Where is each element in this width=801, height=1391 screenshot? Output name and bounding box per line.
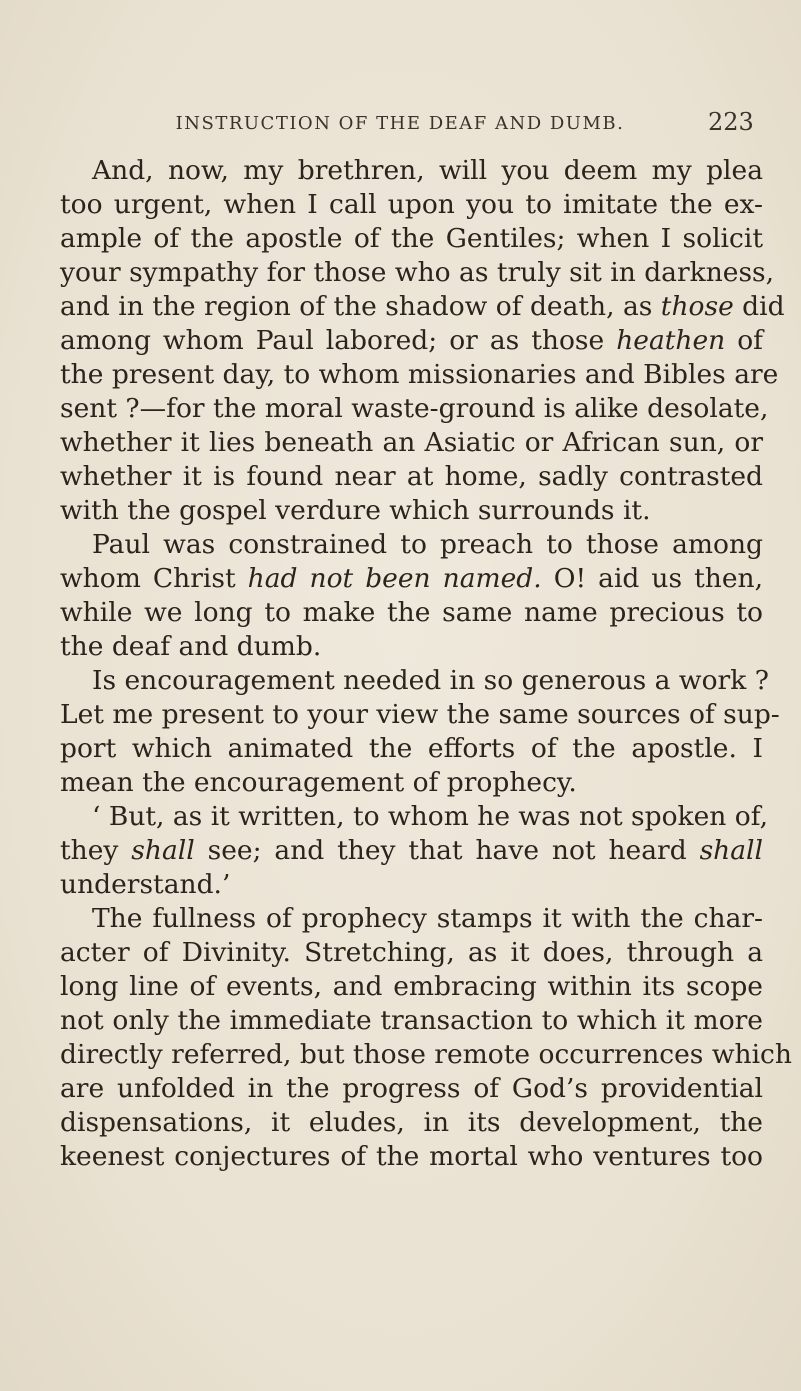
line-text: while we long to make the same name precious to (60, 597, 763, 628)
text-line-30 (60, 1141, 763, 1172)
text-line-18 (60, 733, 763, 764)
line-text: The fullness of prophecy stamps it with the char- (92, 903, 763, 934)
line-text: Is encouragement needed in so generous a work ? (92, 665, 769, 696)
text-line-14 (60, 597, 763, 628)
line-text: O! aid us then, (541, 563, 763, 594)
italic-text: had not been named. (247, 563, 542, 594)
italic-text: heathen (616, 325, 726, 356)
line-text: whom Christ (60, 563, 248, 594)
page-number: 223 (708, 108, 754, 136)
line-text: acter of Divinity. Stretching, as it does, through a (60, 937, 763, 968)
line-text: did (733, 291, 785, 322)
line-text: see; and they that have not heard (194, 835, 700, 866)
text-line-19 (60, 767, 577, 798)
text-line-24 (60, 937, 763, 968)
text-line-23 (92, 903, 763, 934)
text-line-17 (60, 699, 780, 730)
line-text: keenest conjectures of the mortal who ventures too (60, 1141, 763, 1172)
line-text: and in the region of the shadow of death, as (60, 291, 661, 322)
line-text: dispensations, it eludes, in its development, the (60, 1107, 763, 1138)
line-text: are unfolded in the progress of God’s providential (60, 1073, 763, 1104)
line-text: ‘ But, as it written, to whom he was not spoken of, (92, 801, 769, 832)
text-line-2 (60, 189, 763, 220)
text-line-6 (60, 325, 763, 356)
line-text: Let me present to your view the same sources of sup- (60, 699, 780, 730)
text-line-4 (60, 257, 775, 288)
line-text: understand.’ (60, 869, 231, 900)
text-line-12 (92, 529, 763, 560)
running-head: INSTRUCTION OF THE DEAF AND DUMB. (175, 113, 625, 134)
line-text: ample of the apostle of the Gentiles; when I solicit (60, 223, 763, 254)
text-line-9 (60, 427, 763, 458)
line-text: the deaf and dumb. (60, 631, 322, 662)
line-text: with the gospel verdure which surrounds it. (60, 495, 651, 526)
text-line-21 (60, 835, 763, 866)
text-line-8 (60, 393, 769, 424)
line-text: And, now, my brethren, will you deem my plea (92, 155, 763, 186)
text-line-29 (60, 1107, 763, 1138)
line-text: whether it is found near at home, sadly contrasted (60, 461, 763, 492)
text-line-28 (60, 1073, 763, 1104)
text-line-13 (60, 563, 763, 594)
text-line-11 (60, 495, 651, 526)
line-text: too urgent, when I call upon you to imitate the ex- (60, 189, 763, 220)
text-line-7 (60, 359, 779, 390)
line-text: directly referred, but those remote occurrences which (60, 1039, 792, 1070)
text-line-26 (60, 1005, 763, 1036)
line-text: mean the encouragement of prophecy. (60, 767, 577, 798)
line-text: they (60, 835, 132, 866)
text-line-20 (92, 801, 769, 832)
text-line-10 (60, 461, 763, 492)
text-line-15 (60, 631, 322, 662)
line-text: port which animated the efforts of the apostle. I (60, 733, 763, 764)
text-line-3 (60, 223, 763, 254)
text-line-22 (60, 869, 231, 900)
line-text: not only the immediate transaction to which it more (60, 1005, 763, 1036)
text-line-16 (92, 665, 769, 696)
line-text: Paul was constrained to preach to those among (92, 529, 763, 560)
italic-text: those (660, 291, 734, 322)
line-text: among whom Paul labored; or as those (60, 325, 617, 356)
line-text: of (725, 325, 763, 356)
text-line-25 (60, 971, 763, 1002)
line-text: your sympathy for those who as truly sit in darkness, (60, 257, 775, 288)
line-text: the present day, to whom missionaries and Bibles are (60, 359, 779, 390)
text-line-27 (60, 1039, 792, 1070)
text-line-1 (92, 155, 763, 186)
italic-text: shall (699, 835, 763, 866)
line-text: long line of events, and embracing within its scope (60, 971, 763, 1002)
italic-text: shall (131, 835, 195, 866)
text-line-5 (60, 291, 785, 322)
line-text: sent ?—for the moral waste-ground is alike desolate, (60, 393, 769, 424)
line-text: whether it lies beneath an Asiatic or African sun, or (60, 427, 763, 458)
